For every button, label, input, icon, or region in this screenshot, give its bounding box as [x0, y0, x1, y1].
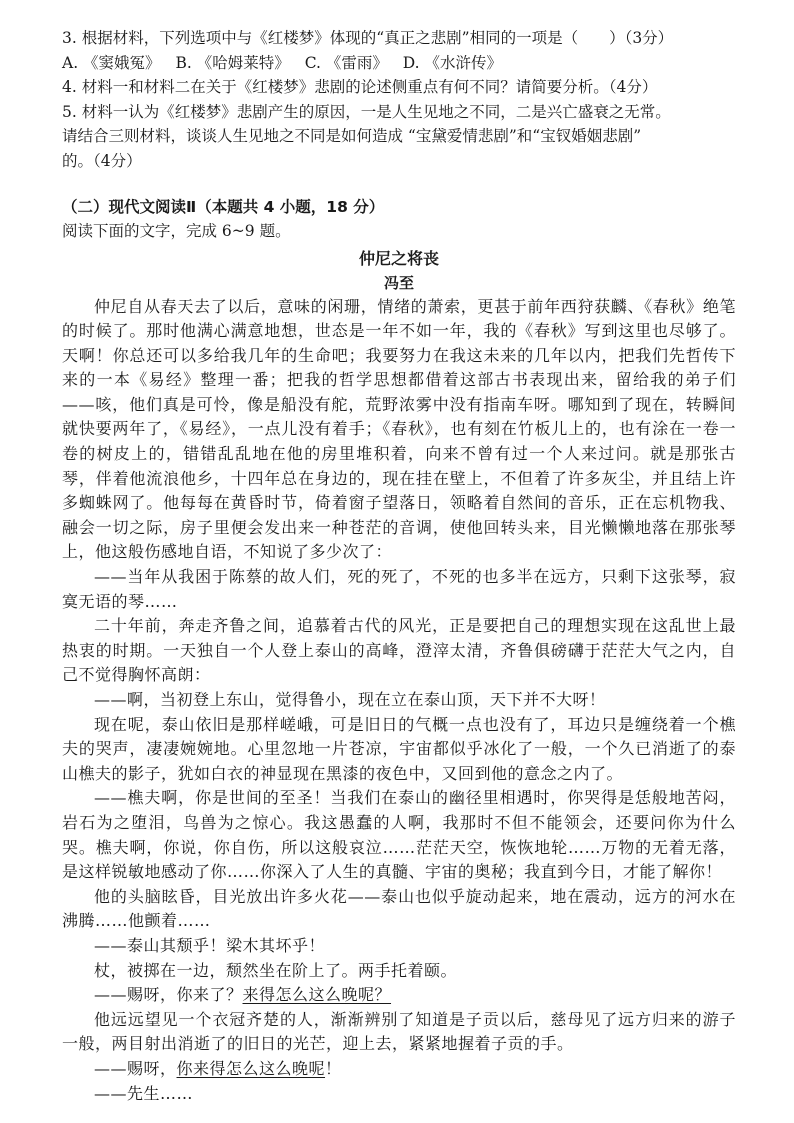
article-paragraph: 他的头脑眩昏，目光放出许多火花——泰山也似乎旋动起来，地在震动，远方的河水在沸腾……他颤着……	[62, 886, 736, 931]
article-paragraph	[62, 1057, 736, 1082]
option-a: A. 《窦娥冤》	[62, 53, 161, 72]
option-d: D. 《水浒传》	[402, 53, 503, 72]
dialogue-text: ！	[325, 1058, 342, 1078]
article-paragraph: ——当年从我困于陈蔡的故人们，死的死了，不死的也多半在远方，只剩下这张琴，寂寞无语的琴……	[62, 567, 736, 611]
article-paragraph: 他远远望见一个衣冠齐楚的人，渐渐辨别了知道是子贡以后，慈母见了远方归来的游子一般，两目射出消逝了的旧日的光芒，迎上去，紧紧地握着子贡的手。	[62, 1009, 736, 1054]
article-paragraph: ——先生……	[94, 1083, 194, 1103]
article-paragraph: ——啊，当初登上东山，觉得鲁小，现在立在泰山顶，天下并不大呀！	[94, 690, 606, 709]
article-author: 冯至	[383, 273, 414, 292]
article-paragraph: 仲尼自从春天去了以后，意味的闲珊，情绪的萧索，更甚于前年西狩获麟、《春秋》绝笔的时候了。那时他满心满意地想，世态是一年不如一年，我的《春秋》写到这里也尽够了。天啊！你总还可以多给我几年的生命吧；我要努力在我这未来的几年以内，把我们先哲传下来的一本《易经》整理一番；把我的哲学思想都借着这部古书表现出来，留给我的弟子们——咳，他们真是可怜，像是船没有舵，荒野浓雾中没有指南车呀。哪知到了现在，转瞬间就快要两年了，《易经》，一点儿没有着手；《春秋》，也有刻在竹板儿上的，也有涂在一卷一卷的树皮上的，错错乱乱地在他的房里堆积着，向来不曾有过一个人来过问。就是那张古琴，伴着他流浪他乡，十四年总在身边的，现在挂在壁上，不但着了许多灰尘，并且结上许多蜘蛛网了。他每每在黄昏时节，倚着窗子望落日，领略着自然间的音乐，正在忘机物我、融会一切之际，房子里便会发出来一种苍茫的音调，使他回转头来，目光懒懒地落在那张琴上，他这般伤感地自语，不知说了多少次了：	[62, 296, 736, 562]
question-3: 3. 根据材料，下列选项中与《红楼梦》体现的“真正之悲剧”相同的一项是（ ）（3分）	[62, 29, 674, 47]
question-4: 4. 材料一和材料二在关于《红楼梦》悲剧的论述侧重点有何不同？请简要分析。（4分）	[62, 78, 658, 96]
article-paragraph	[62, 983, 736, 1008]
article-paragraph: ——泰山其颓乎！梁木其坏乎！	[94, 935, 326, 955]
question-5-line-3: 的。（4分）	[62, 151, 142, 170]
article-paragraph: 二十年前，奔走齐鲁之间，追慕着古代的风光，正是要把自己的理想实现在这乱世上最热衷的时期。一天独自一个人登上泰山的高峰，澄滓太清，齐鲁俱磅礴于茫茫大气之内，自己不觉得胸怀高朗：	[62, 616, 736, 685]
option-b: B. 《哈姆莱特》	[175, 53, 290, 72]
question-5-line-2: 请结合三则材料，谈谈人生见地之不同是如何造成 “宝黛爱情悲剧”和“宝钗婚姻悲剧”	[62, 127, 642, 145]
option-c: C. 《雷雨》	[304, 53, 388, 72]
article-paragraph: 杖，被掷在一边，颓然坐在阶上了。两手托着颐。	[94, 960, 458, 980]
article-paragraph: 现在呢，泰山依旧是那样嵯峨，可是旧日的气概一点也没有了，耳边只是缠绕着一个樵夫的哭声，凄凄婉婉地。心里忽地一片苍凉，宇宙都似乎冰化了一般，一个久已消逝了的泰山樵夫的影子，犹如白衣的神显现在黑漆的夜色中，又回到他的意念之内了。	[62, 714, 736, 783]
underlined-sentence: 你来得怎么这么晚呢	[176, 1058, 326, 1078]
underlined-sentence: 来得怎么这么晚呢？	[242, 985, 392, 1005]
dialogue-text: ——赐呀，你来了？	[94, 985, 243, 1005]
question-3-options	[62, 51, 736, 76]
section-instruction: 阅读下面的文字，完成 6~9 题。	[62, 222, 291, 240]
section-heading: （二）现代文阅读Ⅱ（本题共 4 小题，18 分）	[62, 198, 385, 216]
dialogue-text: ——赐呀，	[94, 1058, 177, 1078]
article-paragraph: ——樵夫啊，你是世间的至圣！当我们在泰山的幽径里相遇时，你哭得是恁般地苦闷，岩石为之堕泪，鸟兽为之惊心。我这愚蠢的人啊，我那时不但不能领会，还要问你为什么哭。樵夫啊，你说，你自伤，所以这般哀泣……茫茫天空，恢恢地轮……万物的无着无落，是这样锐敏地感动了你……你深入了人生的真髓、宇宙的奥秘；我直到今日，才能了解你！	[62, 788, 736, 882]
article-title: 仲尼之将丧	[358, 248, 439, 268]
question-5-line-1: 5. 材料一认为《红楼梦》悲剧产生的原因，一是人生见地之不同，二是兴亡盛衰之无常。	[62, 102, 671, 121]
